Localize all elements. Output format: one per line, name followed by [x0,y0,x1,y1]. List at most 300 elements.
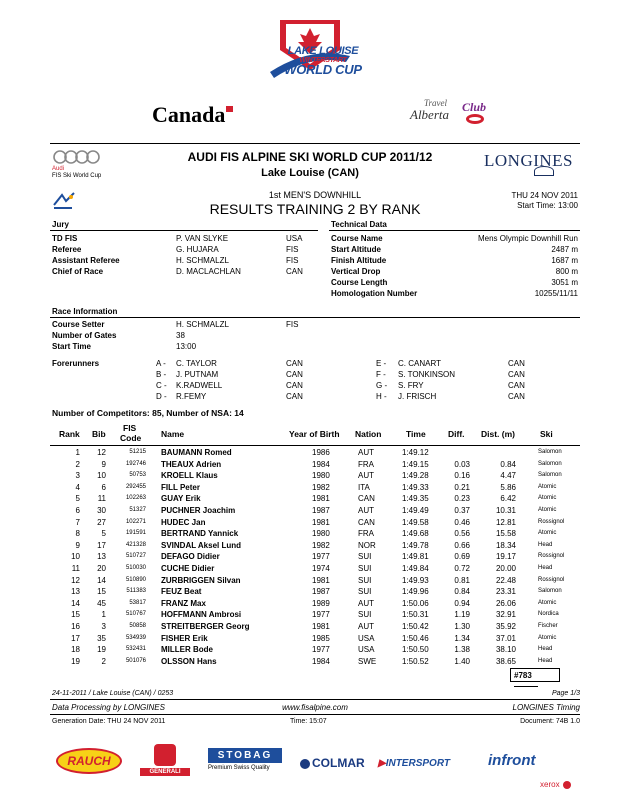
cell-diff: 0.46 [454,517,470,527]
forerunner-nat: CAN [286,381,303,390]
cell-time: 1:49.78 [402,540,429,550]
cell-diff: 0.23 [454,494,470,504]
technical-value: 800 m [555,267,578,276]
cell-dist: 32.91 [495,610,516,620]
cell-name: SVINDAL Aksel Lund [161,540,242,550]
footer-time: Time: 15:07 [290,718,327,725]
cell-rank: 3 [75,471,80,481]
event-logo-text [278,46,368,75]
cell-ski: Head [538,541,553,548]
cell-name: MILLER Bode [161,645,213,655]
cell-dist: 26.06 [495,598,516,608]
cell-code: 534939 [125,634,146,641]
cell-nation: CAN [358,494,375,504]
table-row [0,622,624,633]
cell-dist: 22.48 [495,575,516,585]
table-row [0,541,624,552]
forerunner-row [0,359,624,370]
technical-list [0,234,624,304]
jury-nat: FIS [286,256,299,265]
page-subtitle: Lake Louise (CAN) [261,167,359,179]
cell-nation: AUT [358,506,374,515]
cell-dist: 38.65 [495,656,516,666]
cell-time: 1:50.42 [402,622,429,631]
cell-bib: 30 [97,506,106,515]
technical-row [0,234,624,245]
cell-nation: ITA [358,482,370,492]
rauch-text: RAUCH [67,754,111,768]
table-row [0,610,624,621]
cell-time: 1:49.58 [402,517,429,527]
competitors-summary: Number of Competitors: 85, Number of NSA: 14 [52,408,244,418]
forerunner-name: K.RADWELL [176,381,223,390]
race-info-label: Start Time [52,342,91,351]
technical-label: Vertical Drop [331,267,381,276]
stamp-text: #783 [514,671,532,680]
cell-code: 50858 [129,623,146,629]
jury-name: D. MACLACHLAN [176,267,241,276]
infront-logo: infront [488,752,536,769]
technical-row [0,289,624,300]
cell-nation: AUT [358,622,374,631]
table-row [0,506,624,517]
cell-name: KROELL Klaus [161,471,218,481]
technical-value: 1687 m [551,256,578,265]
col-yob: Year of Birth [289,429,340,439]
technical-value: 2487 m [551,245,578,254]
event-logo-line-2: WINTERSTART [299,57,347,64]
cell-time: 1:49.28 [402,471,429,481]
forerunner-nat: CAN [286,370,303,379]
colmar-logo [300,756,365,770]
jury-label: Referee [52,245,82,254]
forerunner-nat: CAN [508,359,525,368]
technical-value: 3051 m [551,278,578,287]
cell-diff: 0.66 [454,540,470,550]
cell-bib: 15 [97,587,106,597]
cell-dist: 37.01 [495,633,516,643]
cell-code: 292455 [125,483,146,490]
cell-nation: CAN [358,517,375,527]
race-info-heading: Race Information [52,307,118,316]
race-info-row [0,342,624,353]
cell-nation: SUI [358,610,372,620]
forerunner-code: D - [156,392,167,401]
cell-rank: 19 [71,656,80,666]
cell-yob: 1987 [312,587,330,597]
col-diff: Diff. [448,429,465,439]
footer-page: Page 1/3 [551,690,580,697]
table-row [0,634,624,645]
alberta-text: Alberta [410,107,449,122]
cell-name: PUCHNER Joachim [161,506,236,515]
col-code: Code [120,433,142,443]
cell-bib: 11 [97,494,106,504]
cell-dist: 12.81 [495,517,516,527]
club-swoosh-icon [466,114,484,124]
jury-heading: Jury [52,220,69,229]
cell-bib: 3 [101,622,106,631]
cell-name: FRANZ Max [161,598,206,608]
footer-website[interactable]: www.fisalpine.com [282,703,348,712]
cell-code: 51215 [129,449,146,455]
generali-text: GENERALI [140,768,190,776]
cell-bib: 1 [101,610,106,620]
forerunner-code: A - [156,359,166,368]
cell-code: 421328 [125,541,146,548]
cell-rank: 13 [71,587,80,597]
cell-dist: 6.42 [500,494,516,504]
race-info-label: Course Setter [52,320,105,329]
col-ski: Ski [540,429,553,439]
col-fis: FIS [123,423,137,433]
cell-nation: NOR [358,540,376,550]
cell-diff: 0.56 [454,529,470,539]
xerox-text: xerox [540,780,560,789]
colmar-icon [300,759,310,769]
cell-bib: 45 [97,598,106,608]
cell-rank: 2 [75,459,80,469]
forerunner-nat: CAN [508,392,525,401]
col-nation: Nation [355,429,382,439]
jury-name: P. VAN SLYKE [176,234,229,243]
jury-nat: CAN [286,267,303,276]
cell-name: DEFAGO Didier [161,552,220,562]
table-row [0,460,624,471]
cell-bib: 12 [97,448,106,457]
cell-ski: Rossignol [538,553,565,560]
technical-row [0,256,624,267]
cell-time: 1:50.46 [402,633,429,643]
cell-bib: 20 [97,564,106,573]
cell-nation: SUI [358,587,372,597]
forerunner-row [0,370,624,381]
cell-name: OLSSON Hans [161,656,217,666]
forerunner-code: H - [376,392,387,401]
stamp-box [510,668,560,682]
page-title: AUDI FIS ALPINE SKI WORLD CUP 2011/12 [187,150,433,164]
cell-ski: Rossignol [538,518,565,525]
col-name: Name [161,429,185,439]
cell-name: GUAY Erik [161,494,201,504]
table-row [0,471,624,482]
cell-rank: 9 [75,540,80,550]
technical-label: Homologation Number [331,289,418,298]
cell-dist: 35.92 [495,622,516,631]
cell-yob: 1977 [312,645,330,655]
jury-label: TD FIS [52,234,78,243]
canada-text: Canada [152,102,226,127]
cell-rank: 1 [75,448,80,457]
cell-dist: 23.31 [495,587,516,597]
cell-code: 511383 [126,588,146,595]
cell-time: 1:49.96 [402,587,429,597]
cell-ski: Salomon [538,449,562,455]
footer-code: 24-11-2011 / Lake Louise (CAN) / 0253 [52,690,174,697]
cell-yob: 1989 [312,598,330,608]
forerunner-name: S. TONKINSON [398,370,456,379]
cell-diff: 0.94 [454,598,470,608]
cell-code: 102271 [125,518,146,525]
cell-rank: 11 [71,564,80,573]
cell-ski: Salomon [538,472,562,479]
cell-bib: 2 [101,656,106,666]
table-row [0,552,624,563]
cell-bib: 35 [97,633,106,643]
travel-alberta-logo [410,98,500,128]
cell-nation: AUT [358,598,374,608]
cell-name: FISHER Erik [161,633,208,643]
technical-heading: Technical Data [331,220,387,229]
cell-code: 510030 [125,565,146,571]
cell-rank: 16 [71,622,80,631]
cell-yob: 1985 [312,633,330,643]
cell-bib: 9 [101,459,106,469]
cell-code: 510727 [125,553,146,560]
cell-ski: Atomic [538,483,557,490]
cell-yob: 1987 [312,506,330,515]
cell-dist: 15.58 [495,529,516,539]
cell-yob: 1986 [312,448,330,457]
jury-name: H. SCHMALZL [176,256,229,265]
cell-time: 1:49.93 [402,575,429,585]
cell-yob: 1982 [312,540,330,550]
forerunner-code: G - [376,381,388,390]
race-info-label: Number of Gates [52,331,117,340]
forerunner-name: C. TAYLOR [176,359,217,368]
cell-name: HUDEC Jan [161,517,206,527]
club-text: Club [462,100,487,114]
race-info-value: 13:00 [176,342,197,351]
cell-time: 1:49.33 [402,482,429,492]
forerunners-label: Forerunners [52,359,100,368]
col-dist: Dist. (m) [481,429,515,439]
cell-bib: 27 [97,517,106,527]
cell-yob: 1980 [312,529,330,539]
cell-code: 51327 [129,507,146,513]
race-info-row [0,320,624,331]
cell-yob: 1984 [312,459,330,469]
cell-code: 501076 [125,657,146,664]
cell-diff: 0.72 [454,564,470,573]
col-rank: Rank [59,429,80,439]
cell-diff: 0.69 [454,552,470,562]
cell-time: 1:50.50 [402,645,429,655]
table-row [0,494,624,505]
cell-name: FILL Peter [161,482,200,492]
cell-rank: 6 [75,506,80,515]
cell-code: 510890 [125,576,146,583]
cell-code: 53817 [129,599,146,606]
forerunner-nat: CAN [508,370,525,379]
intersport-logo [378,758,450,769]
rauch-logo [56,748,122,774]
technical-row [0,245,624,256]
cell-nation: SUI [358,575,372,585]
cell-rank: 4 [75,482,80,492]
footer-timing: LONGINES Timing [512,703,580,712]
results-title: RESULTS TRAINING 2 BY RANK [209,201,421,217]
cell-ski: Rossignol [538,576,565,583]
col-time: Time [406,429,426,439]
race-info-value: 38 [176,331,185,340]
longines-wings-icon [534,166,554,176]
cell-yob: 1982 [312,482,330,492]
cell-name: FEUZ Beat [161,587,202,597]
forerunners-list [0,359,624,405]
race-info-list [0,320,624,354]
results-table-body [0,448,624,670]
cell-ski: Atomic [538,507,557,513]
audi-caption: Audi [52,166,65,172]
cell-ski: Atomic [538,495,557,502]
jury-label: Assistant Referee [52,256,120,265]
cell-dist: 38.10 [495,645,516,655]
table-row [0,587,624,598]
forerunner-name: R.FEMY [176,392,207,401]
forerunner-nat: CAN [286,392,303,401]
cell-time: 1:49.49 [402,506,429,515]
forerunner-code: B - [156,370,167,379]
forerunner-code: E - [376,359,387,368]
cell-code: 50753 [129,472,146,479]
cell-code: 510767 [125,611,146,618]
cell-diff: 0.81 [454,575,470,585]
cell-nation: USA [358,645,375,655]
forerunner-row [0,392,624,403]
footer-processing: Data Processing by LONGINES [52,703,165,712]
cell-diff: 0.03 [454,459,470,469]
race-info-nat: FIS [286,320,299,329]
xerox-logo [540,780,571,789]
colmar-text: COLMAR [312,756,365,770]
event-logo-line-1: LAKE LOUISE [287,45,359,57]
cell-dist: 19.17 [495,552,516,562]
cell-name: HOFFMANN Ambrosi [161,610,242,620]
forerunner-name: J. PUTNAM [176,370,219,379]
cell-time: 1:50.06 [402,598,429,608]
cell-name: STREITBERGER Georg [161,622,250,631]
cell-time: 1:49.15 [402,459,429,469]
cell-nation: USA [358,633,375,643]
lion-icon [154,744,176,766]
table-row [0,529,624,540]
intersport-text: INTERSPORT [385,758,450,769]
cell-diff: 0.84 [454,587,470,597]
flag-icon [226,106,233,112]
cell-yob: 1977 [312,552,330,562]
race-info-value: H. SCHMALZL [176,320,229,329]
cell-yob: 1981 [312,517,330,527]
cell-diff: 1.30 [454,622,470,631]
table-row [0,599,624,610]
cell-time: 1:49.35 [402,494,429,504]
footer-document: Document: 74B 1.0 [520,718,580,725]
audi-rings-icon [52,150,102,164]
cell-name: BAUMANN Romed [161,448,232,457]
cell-bib: 13 [97,552,106,562]
cell-yob: 1981 [312,622,330,631]
cell-yob: 1974 [312,564,330,573]
longines-text: LONGINES [484,151,573,170]
cell-bib: 17 [97,540,106,550]
technical-label: Finish Altitude [331,256,387,265]
stamp-underline [514,686,538,687]
cell-yob: 1980 [312,471,330,481]
xerox-icon [563,781,571,789]
cell-rank: 7 [75,517,80,527]
event-logo-line-3: WORLD CUP [284,62,362,77]
technical-label: Course Length [331,278,388,287]
results-table-header [0,423,624,445]
cell-name: BERTRAND Yannick [161,529,239,539]
cell-ski: Fischer [538,623,558,629]
cell-name: THEAUX Adrien [161,459,222,469]
cell-dist: 5.86 [500,482,516,492]
cell-code: 191591 [125,530,146,537]
cell-rank: 8 [75,529,80,539]
cell-diff: 0.16 [454,471,470,481]
cell-rank: 14 [71,598,80,608]
table-row [0,645,624,656]
forerunner-nat: CAN [286,359,303,368]
forerunner-code: C - [156,381,167,390]
cell-yob: 1977 [312,610,330,620]
cell-ski: Atomic [538,530,557,537]
forerunner-code: F - [376,370,386,379]
cell-nation: SUI [358,564,372,573]
forerunner-nat: CAN [508,381,525,390]
technical-label: Course Name [331,234,383,243]
jury-name: G. HUJARA [176,245,219,254]
cell-bib: 6 [101,482,106,492]
technical-row [0,267,624,278]
cell-dist: 0.84 [500,459,516,469]
cell-name: CUCHE Didier [161,564,215,573]
cell-ski: Nordica [538,611,559,618]
forerunner-row [0,381,624,392]
cell-diff: 0.37 [454,506,470,515]
technical-label: Start Altitude [331,245,381,254]
cell-yob: 1981 [312,575,330,585]
cell-time: 1:49.81 [402,552,429,562]
audi-caption-2: FIS Ski World Cup [52,173,102,179]
table-row [0,483,624,494]
cell-diff: 1.38 [454,645,470,655]
cell-name: ZURBRIGGEN Silvan [161,575,241,585]
cell-yob: 1981 [312,494,330,504]
cell-diff: 0.21 [454,482,470,492]
cell-ski: Head [538,565,553,571]
cell-rank: 18 [71,645,80,655]
table-row [0,576,624,587]
cell-time: 1:49.12 [402,448,429,457]
cell-code: 102263 [125,495,146,502]
race-name: 1st MEN'S DOWNHILL [268,190,362,200]
cell-dist: 18.34 [495,540,516,550]
table-row [0,657,624,668]
travel-text: Travel [424,98,448,108]
cell-diff: 1.40 [454,656,470,666]
table-row [0,448,624,459]
cell-ski: Head [538,646,553,653]
cell-rank: 10 [71,552,80,562]
cell-ski: Atomic [538,599,557,606]
jury-nat: USA [286,234,303,243]
cell-bib: 5 [101,529,106,539]
canada-wordmark [152,102,233,128]
cell-bib: 10 [97,471,106,481]
